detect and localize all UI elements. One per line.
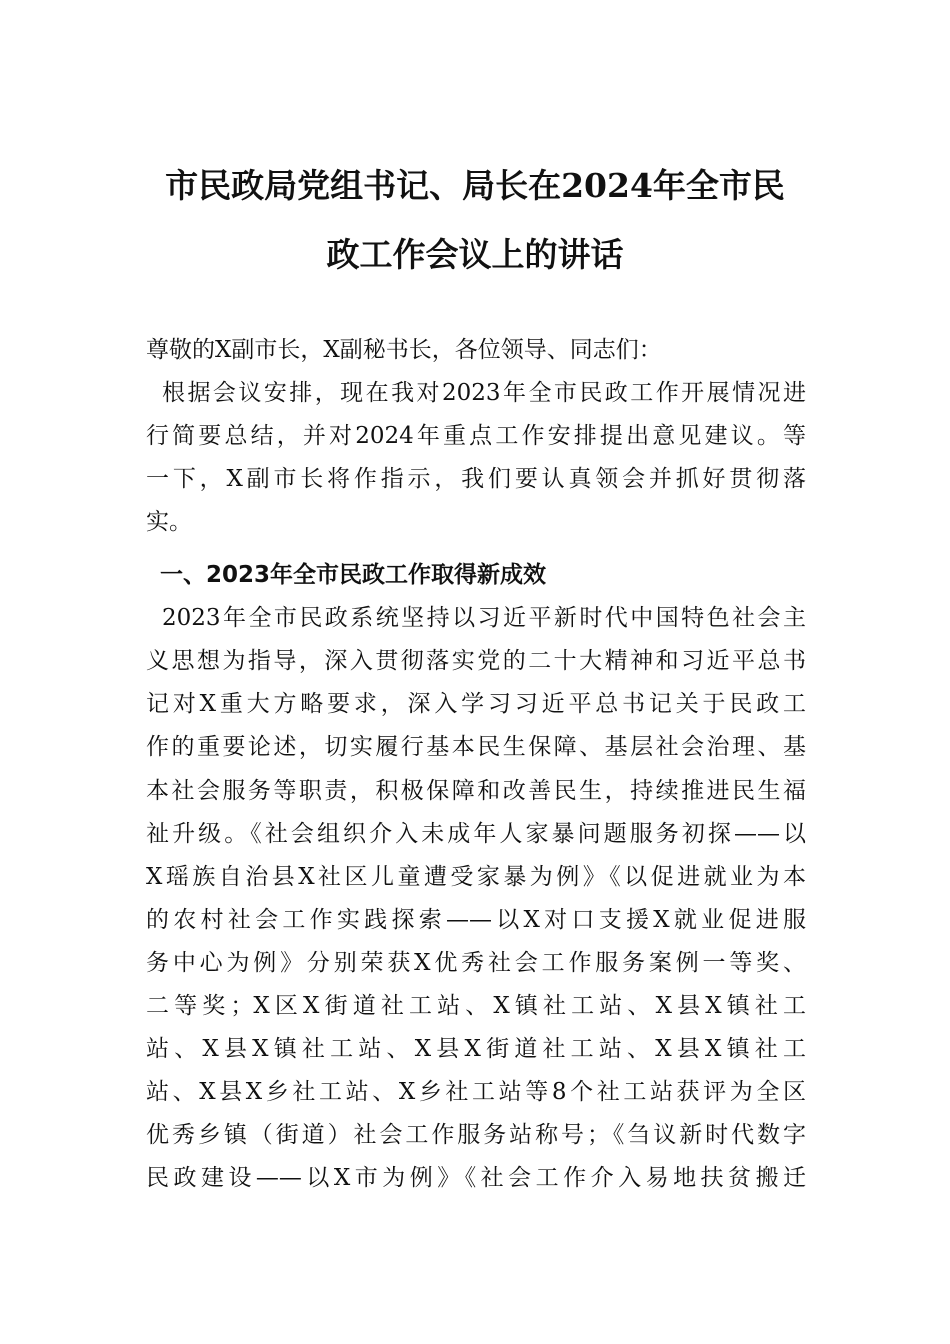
body-line: 作的重要论述，切实履行基本民生保障、基层社会治理、基 bbox=[146, 734, 806, 760]
intro-line: 实。 bbox=[146, 509, 192, 535]
body-line: 站、X县X镇社工站、X县X街道社工站、X县X镇社工 bbox=[146, 1036, 806, 1062]
body-line: 优秀乡镇（街道）社会工作服务站称号；《刍议新时代数字 bbox=[146, 1122, 806, 1148]
intro-line: 根据会议安排，现在我对2023年全市民政工作开展情况进 bbox=[162, 380, 806, 406]
body-line: 义思想为指导，深入贯彻落实党的二十大精神和习近平总书 bbox=[146, 648, 806, 674]
body-line: 民政建设——以X市为例》《社会工作介入易地扶贫搬迁 bbox=[146, 1165, 806, 1191]
body-line: 本社会服务等职责，积极保障和改善民生，持续推进民生福 bbox=[146, 778, 806, 804]
intro-line: 行简要总结，并对2024年重点工作安排提出意见建议。等 bbox=[146, 423, 806, 449]
body-line: 务中心为例》分别荣获X优秀社会工作服务案例一等奖、 bbox=[146, 950, 806, 976]
body-line: 二等奖；X区X街道社工站、X镇社工站、X县X镇社工 bbox=[146, 993, 806, 1019]
document-title-line-2: 政工作会议上的讲话 bbox=[326, 235, 624, 274]
body-line: X瑶族自治县X社区儿童遭受家暴为例》《以促进就业为本 bbox=[146, 864, 806, 890]
document-title-line-1: 市民政局党组书记、局长在2024年全市民 bbox=[165, 166, 785, 205]
intro-line: 一下，X副市长将作指示，我们要认真领会并抓好贯彻落 bbox=[146, 466, 806, 492]
body-line: 2023年全市民政系统坚持以习近平新时代中国特色社会主 bbox=[162, 605, 806, 631]
body-line: 站、X县X乡社工站、X乡社工站等8个社工站获评为全区 bbox=[146, 1079, 806, 1105]
body-line: 的农村社会工作实践探索——以X对口支援X就业促进服 bbox=[146, 907, 806, 933]
section-heading: 一、2023年全市民政工作取得新成效 bbox=[160, 562, 547, 588]
salutation: 尊敬的X副市长，X副秘书长，各位领导、同志们： bbox=[146, 337, 662, 363]
body-line: 祉升级。《社会组织介入未成年人家暴问题服务初探——以 bbox=[146, 821, 806, 847]
body-line: 记对X重大方略要求，深入学习习近平总书记关于民政工 bbox=[146, 691, 806, 717]
